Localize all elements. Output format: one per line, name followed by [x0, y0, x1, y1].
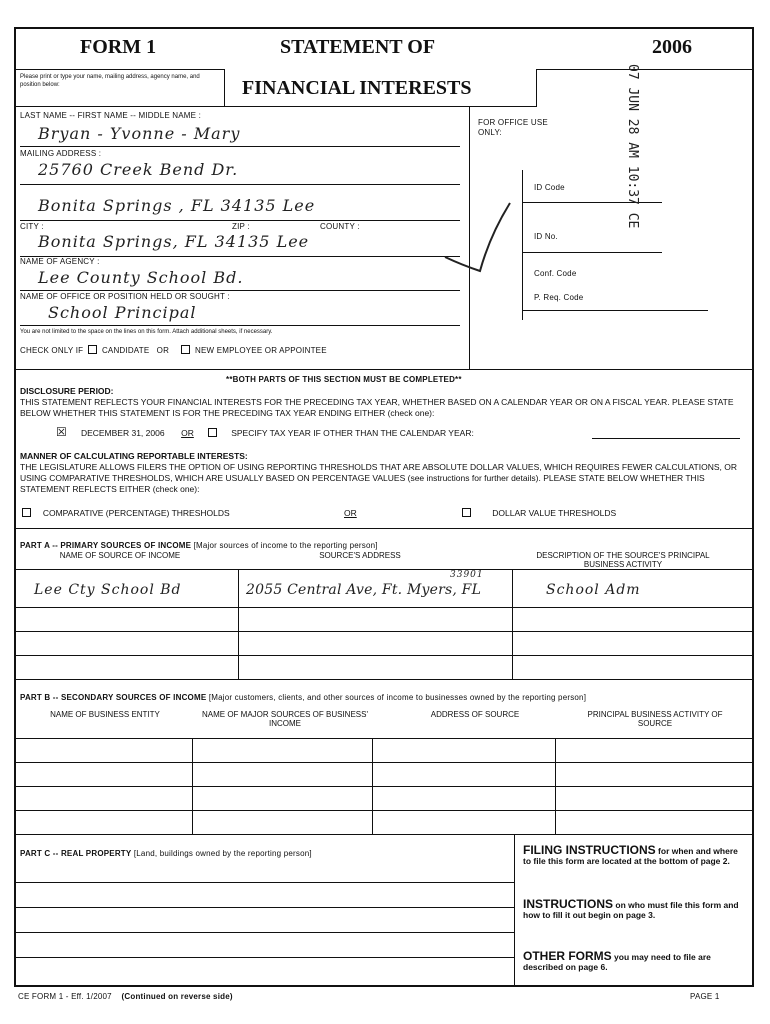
- agency-label: NAME OF AGENCY :: [20, 257, 100, 266]
- part-b-subheading: [Major customers, clients, and other sources of income to businesses owned by the reporting person]: [208, 693, 587, 702]
- agency-value[interactable]: Lee County School Bd.: [38, 268, 244, 287]
- dec31-checked-checkbox[interactable]: ☒: [56, 425, 67, 439]
- or-label: OR: [156, 346, 170, 355]
- part-a-row1-zip[interactable]: 33901: [450, 570, 484, 580]
- check-only-if-label: CHECK ONLY IF: [20, 346, 84, 355]
- space-limit-note: You are not limited to the space on the lines on this form. Attach additional sheets, if necessary.: [20, 329, 273, 335]
- instructions-title: INSTRUCTIONS: [523, 897, 613, 911]
- instructions-text: on who must file this form and how to fill it out begin on page 3.: [523, 900, 739, 920]
- manner-heading: MANNER OF CALCULATING REPORTABLE INTERESTS:: [20, 451, 248, 461]
- filing-instructions-title: FILING INSTRUCTIONS: [523, 843, 656, 857]
- part-a-row1-name[interactable]: Lee Cty School Bd: [34, 582, 182, 598]
- specify-year-checkbox[interactable]: [208, 428, 217, 437]
- check-mark-icon: [440, 195, 520, 275]
- name-label: LAST NAME -- FIRST NAME -- MIDDLE NAME :: [20, 111, 202, 120]
- office-use-label: FOR OFFICE USE ONLY:: [478, 118, 548, 137]
- part-b-col4-header: PRINCIPAL BUSINESS ACTIVITY OF SOURCE: [587, 710, 723, 728]
- check-only-row: [20, 345, 327, 355]
- new-employee-checkbox[interactable]: [181, 345, 190, 354]
- p-req-code-label: P. Req. Code: [534, 293, 584, 302]
- mailing-address-value[interactable]: 25760 Creek Bend Dr.: [38, 160, 239, 179]
- disclosure-period-heading: DISCLOSURE PERIOD:: [20, 386, 114, 396]
- candidate-checkbox[interactable]: [88, 345, 97, 354]
- received-stamp: 07 JUN 28 AM 10:37 CE: [625, 64, 640, 229]
- name-value[interactable]: Bryan - Yvonne - Mary: [38, 124, 241, 143]
- office-value[interactable]: School Principal: [48, 303, 197, 322]
- comparative-checkbox[interactable]: [22, 508, 31, 517]
- threshold-option-comparative: [22, 508, 230, 519]
- footer-page: PAGE 1: [690, 992, 720, 1001]
- part-a-row1-address[interactable]: 2055 Central Ave, Ft. Myers, FL: [246, 582, 482, 598]
- candidate-label: CANDIDATE: [101, 346, 150, 355]
- id-no-label: ID No.: [534, 232, 558, 241]
- other-forms-text: you may need to file are described on page 6.: [523, 952, 711, 972]
- part-b-col1-header: NAME OF BUSINESS ENTITY: [50, 710, 160, 719]
- part-a-title: [20, 541, 378, 550]
- filing-instructions-note: [523, 845, 745, 866]
- other-forms-title: OTHER FORMS: [523, 949, 612, 963]
- zip-label: ZIP :: [232, 222, 250, 231]
- part-b-col3-header: ADDRESS OF SOURCE: [430, 710, 520, 719]
- form-number: FORM 1: [80, 36, 157, 58]
- dec31-label: DECEMBER 31, 2006: [80, 428, 165, 438]
- office-label: NAME OF OFFICE OR POSITION HELD OR SOUGHT :: [20, 292, 230, 301]
- part-b-title: [20, 693, 586, 702]
- or-label-1: OR: [181, 428, 194, 438]
- part-a-heading: PART A -- PRIMARY SOURCES OF INCOME: [20, 541, 192, 550]
- dollar-checkbox[interactable]: [462, 508, 471, 517]
- specify-year-label: SPECIFY TAX YEAR IF OTHER THAN THE CALENDAR YEAR:: [231, 428, 474, 438]
- or-label-2: OR: [344, 508, 357, 518]
- part-a-col2-header: SOURCE'S ADDRESS: [319, 551, 401, 560]
- comparative-label: COMPARATIVE (PERCENTAGE) THRESHOLDS: [42, 508, 230, 518]
- dollar-label: DOLLAR VALUE THRESHOLDS: [492, 508, 617, 518]
- county-label: COUNTY :: [320, 222, 360, 231]
- footer-continued: (Continued on reverse side): [121, 992, 233, 1001]
- part-a-col3-header: DESCRIPTION OF THE SOURCE'S PRINCIPAL BUSINESS ACTIVITY: [536, 551, 710, 569]
- new-employee-label: NEW EMPLOYEE OR APPOINTEE: [195, 346, 327, 355]
- part-a-col1-header: NAME OF SOURCE OF INCOME: [59, 551, 181, 560]
- part-b-heading: PART B -- SECONDARY SOURCES OF INCOME: [20, 693, 207, 702]
- part-a-subheading: [Major sources of income to the reporting person]: [193, 541, 378, 550]
- city-value[interactable]: Bonita Springs, FL 34135 Lee: [38, 232, 310, 251]
- mailing-address-value-2[interactable]: Bonita Springs , FL 34135 Lee: [38, 196, 316, 215]
- both-parts-notice: **BOTH PARTS OF THIS SECTION MUST BE COMPLETED**: [226, 375, 462, 384]
- part-a-row1-activity[interactable]: School Adm: [546, 582, 641, 598]
- city-label: CITY :: [20, 222, 44, 231]
- form-title-line1: STATEMENT OF: [280, 36, 436, 58]
- part-c-subheading: [Land, buildings owned by the reporting person]: [133, 849, 312, 858]
- id-code-label: ID Code: [534, 183, 565, 192]
- threshold-option-dollar: [462, 508, 616, 519]
- filing-instructions-text: for when and where to file this form are located at the bottom of page 2.: [523, 846, 738, 866]
- instructions-note: [523, 899, 745, 920]
- footer-form-id: [18, 992, 233, 1001]
- part-c-heading: PART C -- REAL PROPERTY: [20, 849, 132, 858]
- part-c-title: [20, 849, 312, 858]
- print-instruction: Please print or type your name, mailing address, agency name, and position below:: [20, 74, 200, 88]
- form-title-line2: FINANCIAL INTERESTS: [242, 77, 472, 99]
- footer-form-id-text: CE FORM 1 - Eff. 1/2007: [18, 992, 112, 1001]
- disclosure-period-text: THIS STATEMENT REFLECTS YOUR FINANCIAL INTERESTS FOR THE PRECEDING TAX YEAR, WHETHER BASED ON A CALENDAR YEAR OR ON A FISCAL YEAR. PLEASE STATE BELOW WHETHER THIS STATEMENT IS FOR THE PRECEDING TAX YEAR ENDING EITHER (check one):: [20, 397, 734, 418]
- part-b-col2-header: NAME OF MAJOR SOURCES OF BUSINESS' INCOME: [202, 710, 368, 728]
- manner-text: THE LEGISLATURE ALLOWS FILERS THE OPTION OF USING REPORTING THRESHOLDS THAT ARE ABSOLUTE DOLLAR VALUES, WHICH REQUIRES FEWER CALCULATIONS, OR USING COMPARATIVE THRESHOLDS, WHICH ARE USUALLY BASED ON PERCENTAGE VALUES (see instructions for further details). PLEASE STATE BELOW WHETHER THIS STATEMENT REFLECTS EITHER (check one):: [20, 462, 737, 494]
- other-forms-note: [523, 951, 745, 972]
- form-year: 2006: [652, 36, 692, 58]
- mailing-address-label: MAILING ADDRESS :: [20, 149, 102, 158]
- conf-code-label: Conf. Code: [534, 269, 577, 278]
